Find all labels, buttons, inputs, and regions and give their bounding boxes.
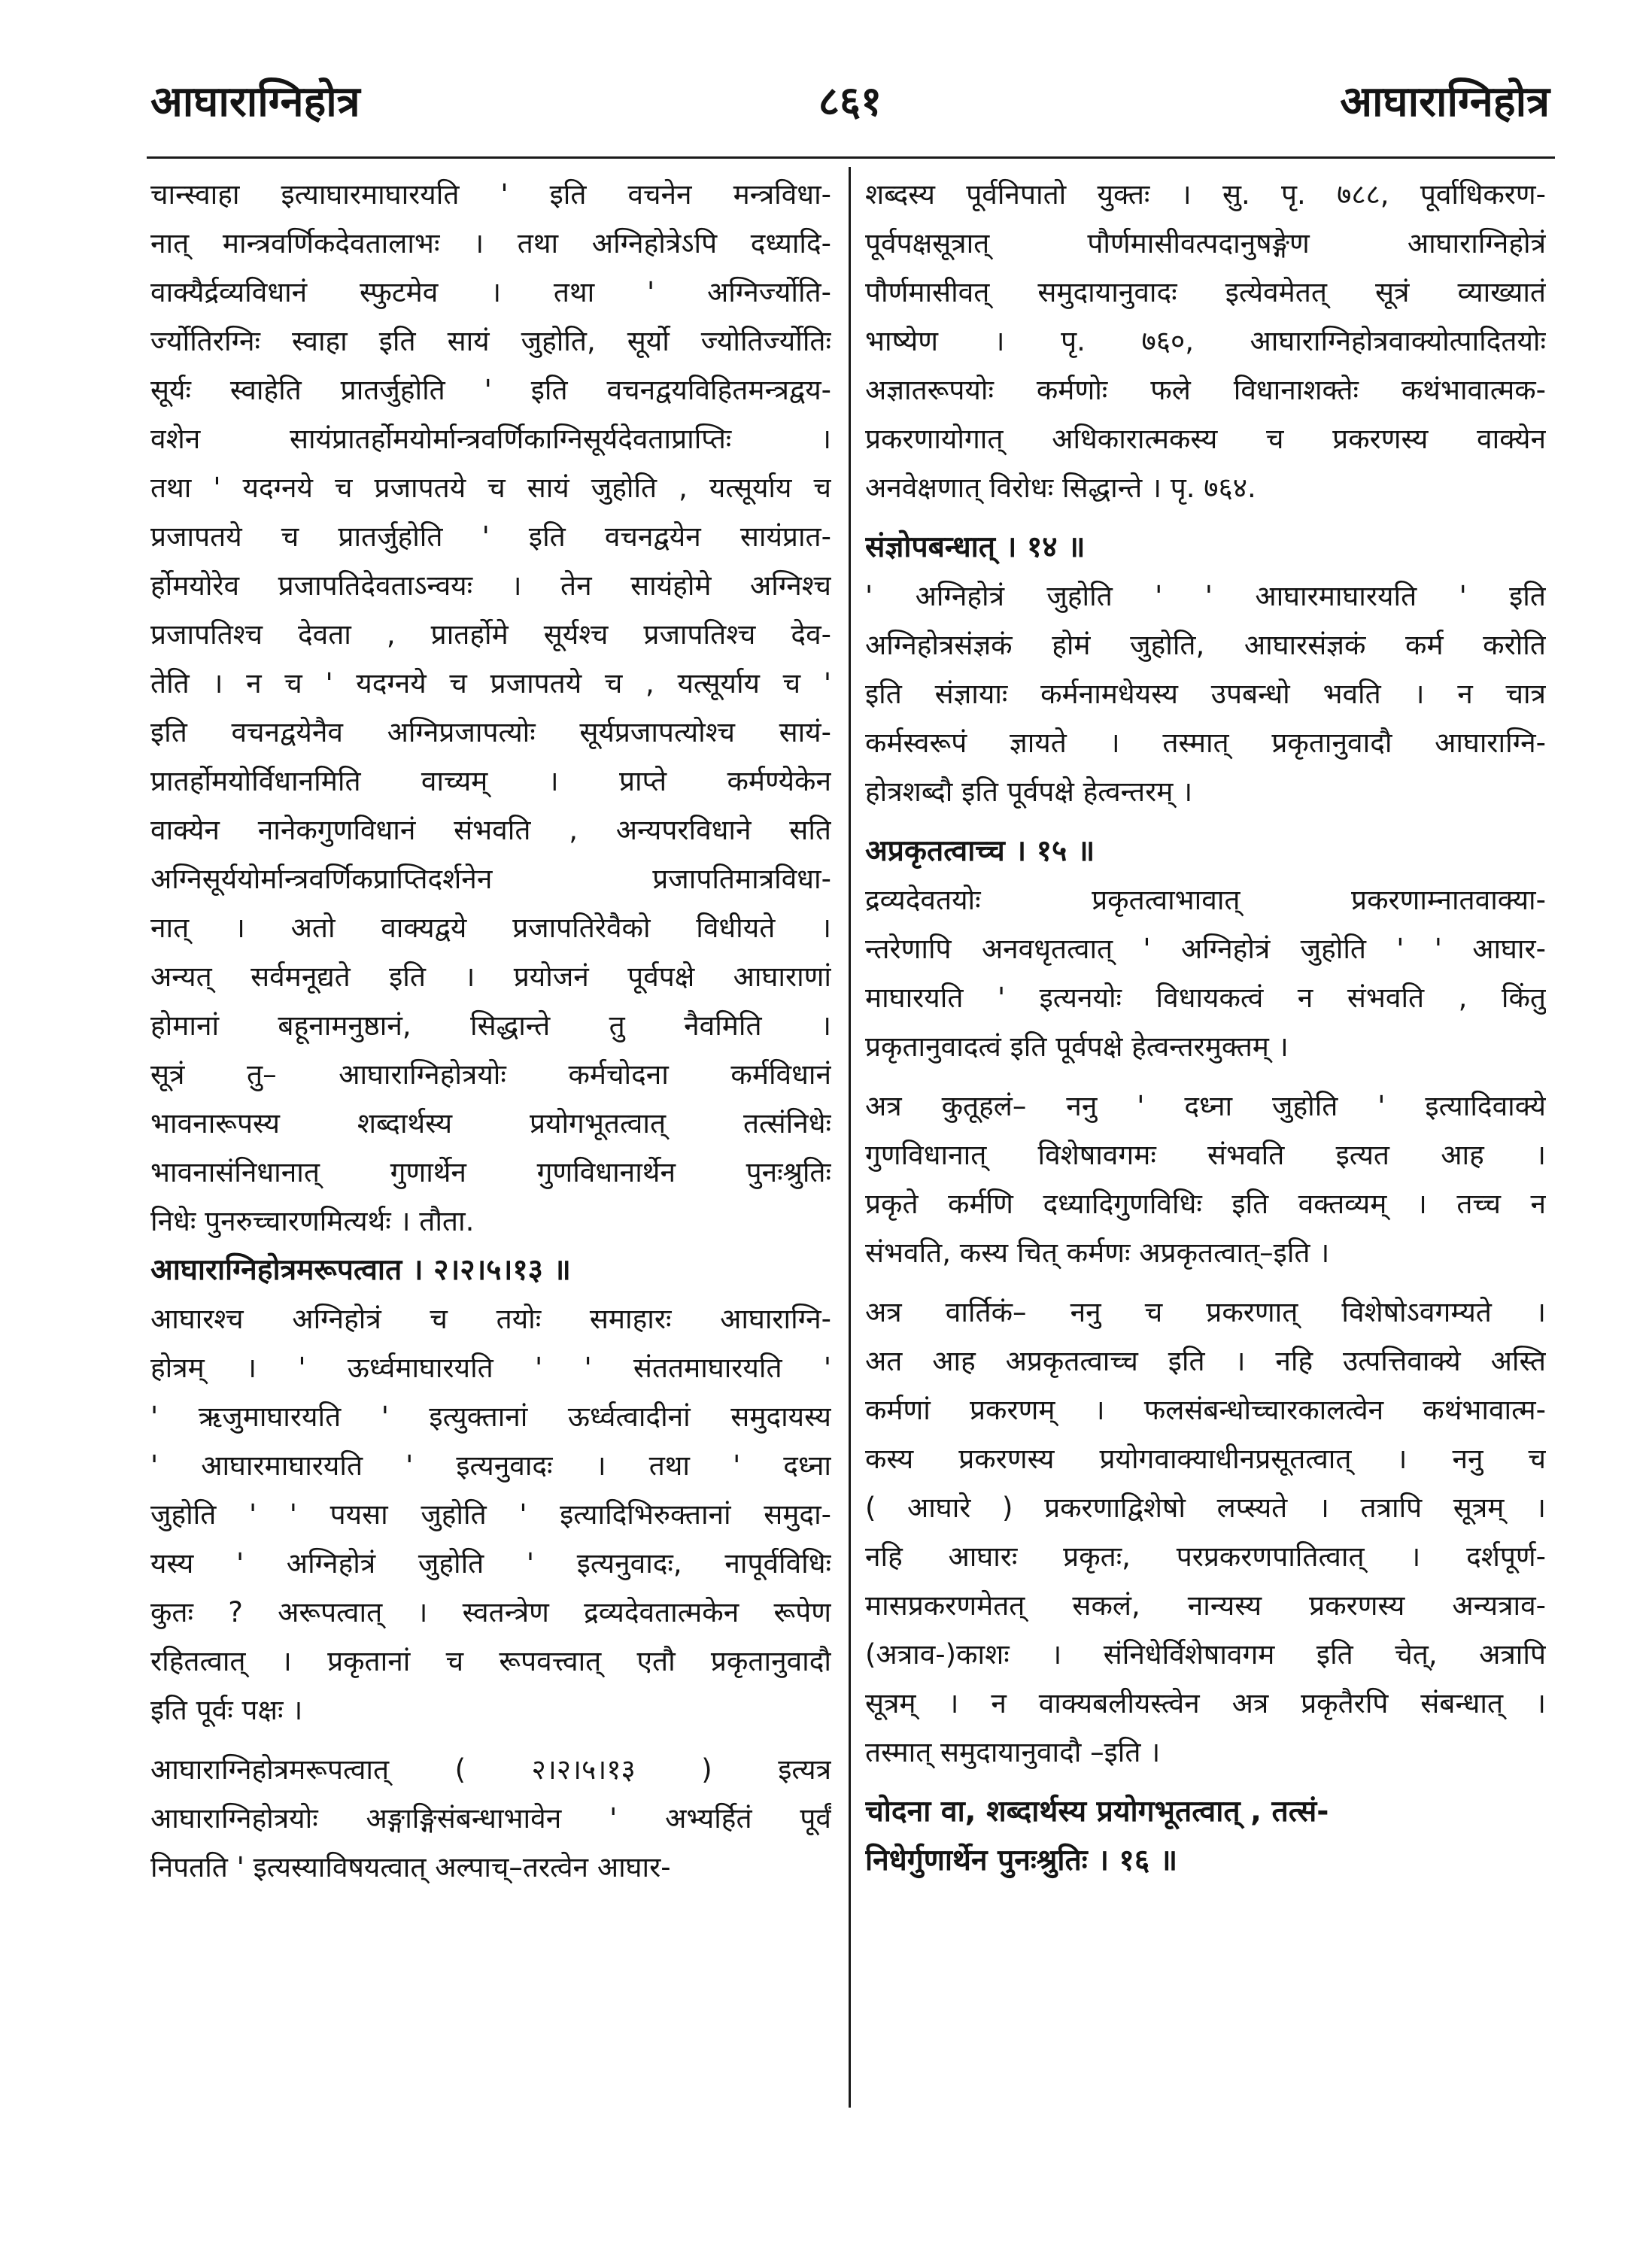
text-line: शब्दस्य पूर्वनिपातो युक्तः । सु. पृ. ७८८, पूर्वाधिकरण- bbox=[865, 178, 1546, 211]
text-line: न्तरेणापि अनवधृतत्वात् ' अग्निहोत्रं जुहोति ' ' आघार- bbox=[865, 933, 1546, 965]
text-line: प्रकरणायोगात् अधिकारात्मकस्य च प्रकरणस्य वाक्येन bbox=[865, 423, 1546, 455]
right-column bbox=[865, 170, 1546, 2148]
sutra-heading: निधेर्गुणार्थेन पुनःश्रुतिः । १६ ॥ bbox=[865, 1844, 1178, 1877]
text-line: सूर्यः स्वाहेति प्रातर्जुहोति ' इति वचनद्वयविहितमन्त्रद्वय- bbox=[150, 374, 831, 406]
text-line: अत्र वार्तिकं– ननु च प्रकरणात् विशेषोऽवगम्यते । bbox=[865, 1296, 1546, 1328]
text-line: यस्य ' अग्निहोत्रं जुहोति ' इत्यनुवादः, नापूर्वविधिः bbox=[150, 1547, 831, 1580]
text-line: (अत्राव-)काशः । संनिधेर्विशेषावगम इति चेत्, अत्रापि bbox=[865, 1638, 1546, 1671]
sutra-heading: अप्रकृतत्वाच्च । १५ ॥ bbox=[865, 834, 1095, 868]
text-line: वाक्यैर्द्रव्यविधानं स्फुटमेव । तथा ' अग्निर्ज्योति- bbox=[150, 276, 831, 308]
page-header bbox=[150, 71, 1550, 139]
text-line: निधेः पुनरुच्चारणमित्यर्थः । तौता. bbox=[150, 1205, 475, 1237]
text-line: मासप्रकरणमेतत् सकलं, नान्यस्य प्रकरणस्य अन्यत्राव- bbox=[865, 1589, 1546, 1622]
text-line: अत आह अप्रकृतत्वाच्च इति । नहि उत्पत्तिवाक्ये अस्ति bbox=[865, 1345, 1546, 1377]
text-line: इति पूर्वः पक्षः । bbox=[150, 1694, 303, 1726]
text-line: वशेन सायंप्रातर्होमयोर्मान्त्रवर्णिकाग्निसूर्यदेवताप्राप्तिः । bbox=[150, 423, 831, 455]
text-line: प्रजापतिश्च देवता , प्रातर्होमे सूर्यश्च प्रजापतिश्च देव- bbox=[150, 618, 831, 651]
text-line: सूत्रं तु– आघाराग्निहोत्रयोः कर्मचोदना कर्मविधानं bbox=[150, 1058, 831, 1091]
text-line: अत्र कुतूहलं– ननु ' दध्ना जुहोति ' इत्यादिवाक्ये bbox=[865, 1090, 1546, 1122]
text-line: अन्यत् सर्वमनूद्यते इति । प्रयोजनं पूर्वपक्षे आघाराणां bbox=[150, 961, 831, 993]
text-line: रहितत्वात् । प्रकृतानां च रूपवत्त्वात् एतौ प्रकृतानुवादौ bbox=[150, 1645, 831, 1677]
text-line: ' अग्निहोत्रं जुहोति ' ' आघारमाघारयति ' इति bbox=[865, 580, 1546, 612]
sutra-heading: संज्ञोपबन्धात् । १४ ॥ bbox=[865, 530, 1086, 564]
text-line: अनवेक्षणात् विरोधः सिद्धान्ते । पृ. ७६४. bbox=[865, 472, 1256, 504]
text-line: प्रातर्होमयोर्विधानमिति वाच्यम् । प्राप्ते कर्मण्येकेन bbox=[150, 765, 831, 797]
text-line: कर्मस्वरूपं ज्ञायते । तस्मात् प्रकृतानुवादौ आघाराग्नि- bbox=[865, 727, 1546, 759]
text-line: आघाराग्निहोत्रमरूपत्वात् ( २।२।५।१३ ) इत्यत्र bbox=[150, 1753, 831, 1786]
text-line: कस्य प्रकरणस्य प्रयोगवाक्याधीनप्रसूतत्वात् । ननु च bbox=[865, 1443, 1546, 1475]
text-line: अग्निहोत्रसंज्ञकं होमं जुहोति, आघारसंज्ञकं कर्म करोति bbox=[865, 629, 1546, 661]
sutra-heading: चोदना वा, शब्दार्थस्य प्रयोगभूतत्वात् , तत्सं- bbox=[865, 1795, 1329, 1829]
text-line: माघारयति ' इत्यनयोः विधायकत्वं न संभवति , किंतु bbox=[865, 982, 1546, 1014]
text-line: पौर्णमासीवत् समुदायानुवादः इत्येवमेतत् सूत्रं व्याख्यातं bbox=[865, 276, 1546, 308]
text-line: भावनासंनिधानात् गुणार्थेन गुणविधानार्थेन पुनःश्रुतिः bbox=[150, 1156, 831, 1188]
sutra-heading: आघाराग्निहोत्रमरूपत्वात । २।२।५।१३ ॥ bbox=[150, 1253, 571, 1287]
text-line: नात् मान्त्रवर्णिकदेवतालाभः । तथा अग्निहोत्रेऽपि दध्यादि- bbox=[150, 227, 831, 260]
text-line: कर्मणां प्रकरणम् । फलसंबन्धोच्चारकालत्वेन कथंभावात्म- bbox=[865, 1394, 1546, 1426]
text-line: र्होमयोरेव प्रजापतिदेवताऽन्वयः । तेन सायंहोमे अग्निश्च bbox=[150, 569, 831, 602]
left-column bbox=[150, 170, 831, 2148]
text-line: इति संज्ञायाः कर्मनामधेयस्य उपबन्धो भवति । न चात्र bbox=[865, 678, 1546, 710]
text-line: होमानां बहूनामनुष्ठानं, सिद्धान्ते तु नैवमिति । bbox=[150, 1009, 831, 1042]
text-line: भाष्येण । पृ. ७६०, आघाराग्निहोत्रवाक्योत्पादितयोः bbox=[865, 325, 1546, 357]
text-line: तस्मात् समुदायानुवादौ –इति । bbox=[865, 1736, 1161, 1768]
text-line: र्ज्योतिरग्निः स्वाहा इति सायं जुहोति, सूर्यो ज्योतिर्ज्योतिः bbox=[150, 325, 831, 357]
text-line: पूर्वपक्षसूत्रात् पौर्णमासीवत्पदानुषङ्गेण आघाराग्निहोत्रं bbox=[865, 227, 1546, 260]
header-rule bbox=[147, 156, 1555, 159]
running-title-left: आघाराग्निहोत्र bbox=[150, 77, 360, 126]
text-line: जुहोति ' ' पयसा जुहोति ' इत्यादिभिरुक्तानां समुदा- bbox=[150, 1498, 831, 1531]
text-line: चान्स्वाहा इत्याघारमाघारयति ' इति वचनेन मन्त्रविधा- bbox=[150, 178, 831, 211]
text-line: होत्रशब्दौ इति पूर्वपक्षे हेत्वन्तरम् । bbox=[865, 775, 1193, 808]
text-line: नहि आघारः प्रकृतः, परप्रकरणपातित्वात् । दर्शपूर्ण- bbox=[865, 1540, 1546, 1573]
running-title-right: आघाराग्निहोत्र bbox=[1340, 77, 1550, 126]
text-line: द्रव्यदेवतयोः प्रकृतत्वाभावात् प्रकरणाम्नातवाक्या- bbox=[865, 884, 1546, 916]
text-line: अज्ञातरूपयोः कर्मणोः फले विधानाशक्तेः कथंभावात्मक- bbox=[865, 374, 1546, 406]
text-line: नात् । अतो वाक्यद्वये प्रजापतिरेवैको विधीयते । bbox=[150, 912, 831, 944]
text-line: आघारश्च अग्निहोत्रं च तयोः समाहारः आघाराग्नि- bbox=[150, 1303, 831, 1335]
text-line: भावनारूपस्य शब्दार्थस्य प्रयोगभूतत्वात् तत्संनिधेः bbox=[150, 1107, 831, 1140]
text-line: निपतति ' इत्यस्याविषयत्वात् अल्पाच्–तरत्वेन आघार- bbox=[150, 1851, 671, 1883]
text-line: अग्निसूर्ययोर्मान्त्रवर्णिकप्राप्तिदर्शनेन प्रजापतिमात्रविधा- bbox=[150, 863, 831, 895]
text-line: इति वचनद्वयेनैव अग्निप्रजापत्योः सूर्यप्रजापत्योश्च सायं- bbox=[150, 716, 831, 748]
text-line: संभवति, कस्य चित् कर्मणः अप्रकृतत्वात्–इति । bbox=[865, 1237, 1330, 1269]
text-line: तथा ' यदग्नये च प्रजापतये च सायं जुहोति , यत्सूर्याय च bbox=[150, 472, 831, 504]
text-line: सूत्रम् । न वाक्यबलीयस्त्वेन अत्र प्रकृतैरपि संबन्धात् । bbox=[865, 1687, 1546, 1719]
column-divider bbox=[849, 167, 851, 2108]
text-line: ' आघारमाघारयति ' इत्यनुवादः । तथा ' दध्ना bbox=[150, 1449, 831, 1482]
text-line: ( आघारे ) प्रकरणाद्विशेषो लप्स्यते । तत्रापि सूत्रम् । bbox=[865, 1492, 1546, 1524]
text-line: कुतः ? अरूपत्वात् । स्वतन्त्रेण द्रव्यदेवतात्मकेन रूपेण bbox=[150, 1596, 831, 1628]
text-line: ' ऋजुमाघारयति ' इत्युक्तानां ऊर्ध्वत्वादीनां समुदायस्य bbox=[150, 1401, 831, 1433]
text-line: प्रकृतानुवादत्वं इति पूर्वपक्षे हेत्वन्तरमुक्तम् । bbox=[865, 1030, 1289, 1063]
text-line: वाक्येन नानेकगुणविधानं संभवति , अन्यपरविधाने सति bbox=[150, 814, 831, 846]
text-line: होत्रम् । ' ऊर्ध्वमाघारयति ' ' संततमाघारयति ' bbox=[150, 1352, 831, 1384]
text-line: आघाराग्निहोत्रयोः अङ्गाङ्गिसंबन्धाभावेन ' अभ्यर्हितं पूर्वं bbox=[150, 1802, 831, 1835]
text-line: तेति । न च ' यदग्नये च प्रजापतये च , यत्सूर्याय च ' bbox=[150, 667, 831, 700]
text-line: प्रकृते कर्मणि दध्यादिगुणविधिः इति वक्तव्यम् । तच्च न bbox=[865, 1188, 1546, 1220]
page-number: ८६१ bbox=[818, 77, 882, 125]
text-line: प्रजापतये च प्रातर्जुहोति ' इति वचनद्वयेन सायंप्रात- bbox=[150, 521, 831, 553]
text-line: गुणविधानात् विशेषावगमः संभवति इत्यत आह । bbox=[865, 1139, 1546, 1171]
